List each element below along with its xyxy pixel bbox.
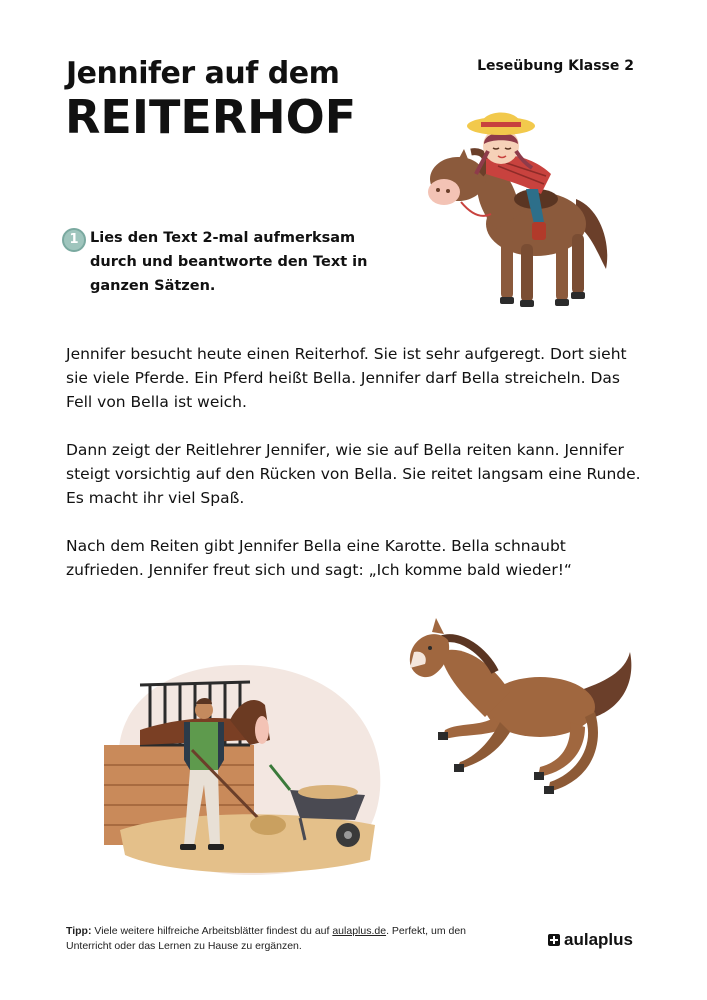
- logo-text: aulaplus: [564, 930, 633, 949]
- aulaplus-logo: [548, 930, 633, 950]
- story-paragraph: Nach dem Reiten gibt Jennifer Bella eine Karotte. Bella schnaubt zufrieden. Jennifer freut sich und sagt: „Ich komme bald wieder!“: [66, 537, 572, 579]
- girl-riding-horse-illustration: [426, 104, 622, 314]
- stable-scene-illustration: [100, 660, 385, 880]
- grade-label: Leseübung Klasse 2: [477, 58, 634, 74]
- task-number-badge: 1: [62, 228, 86, 252]
- story-text: [66, 342, 646, 606]
- plus-icon: [548, 934, 560, 946]
- title-line-1: Jennifer auf dem: [66, 56, 340, 91]
- galloping-horse-illustration: [400, 612, 638, 798]
- tip-text-after: . Perfekt, um den Unterricht oder das Lernen zu Hause zu ergänzen.: [66, 925, 467, 952]
- task-text: Lies den Text 2-mal aufmerksam durch und beantworte den Text in ganzen Sätzen.: [90, 230, 368, 294]
- title-line-2: REITERHOF: [65, 90, 357, 144]
- tip-label: Tipp:: [66, 925, 92, 937]
- story-paragraph: Jennifer besucht heute einen Reiterhof. Sie ist sehr aufgeregt. Dort sieht sie viele Pferde. Ein Pferd heißt Bella. Jennifer darf Bella streicheln. Das Fell von Bella ist weich.: [66, 345, 627, 411]
- aulaplus-link[interactable]: aulaplus.de: [332, 925, 387, 937]
- tip-text-before: Viele weitere hilfreiche Arbeitsblätter findest du auf: [94, 925, 330, 937]
- footer-tip: [66, 924, 496, 954]
- story-paragraph: Dann zeigt der Reitlehrer Jennifer, wie sie auf Bella reiten kann. Jennifer steigt vorsichtig auf den Rücken von Bella. Sie reitet langsam eine Runde. Es macht ihr viel Spaß.: [66, 441, 641, 507]
